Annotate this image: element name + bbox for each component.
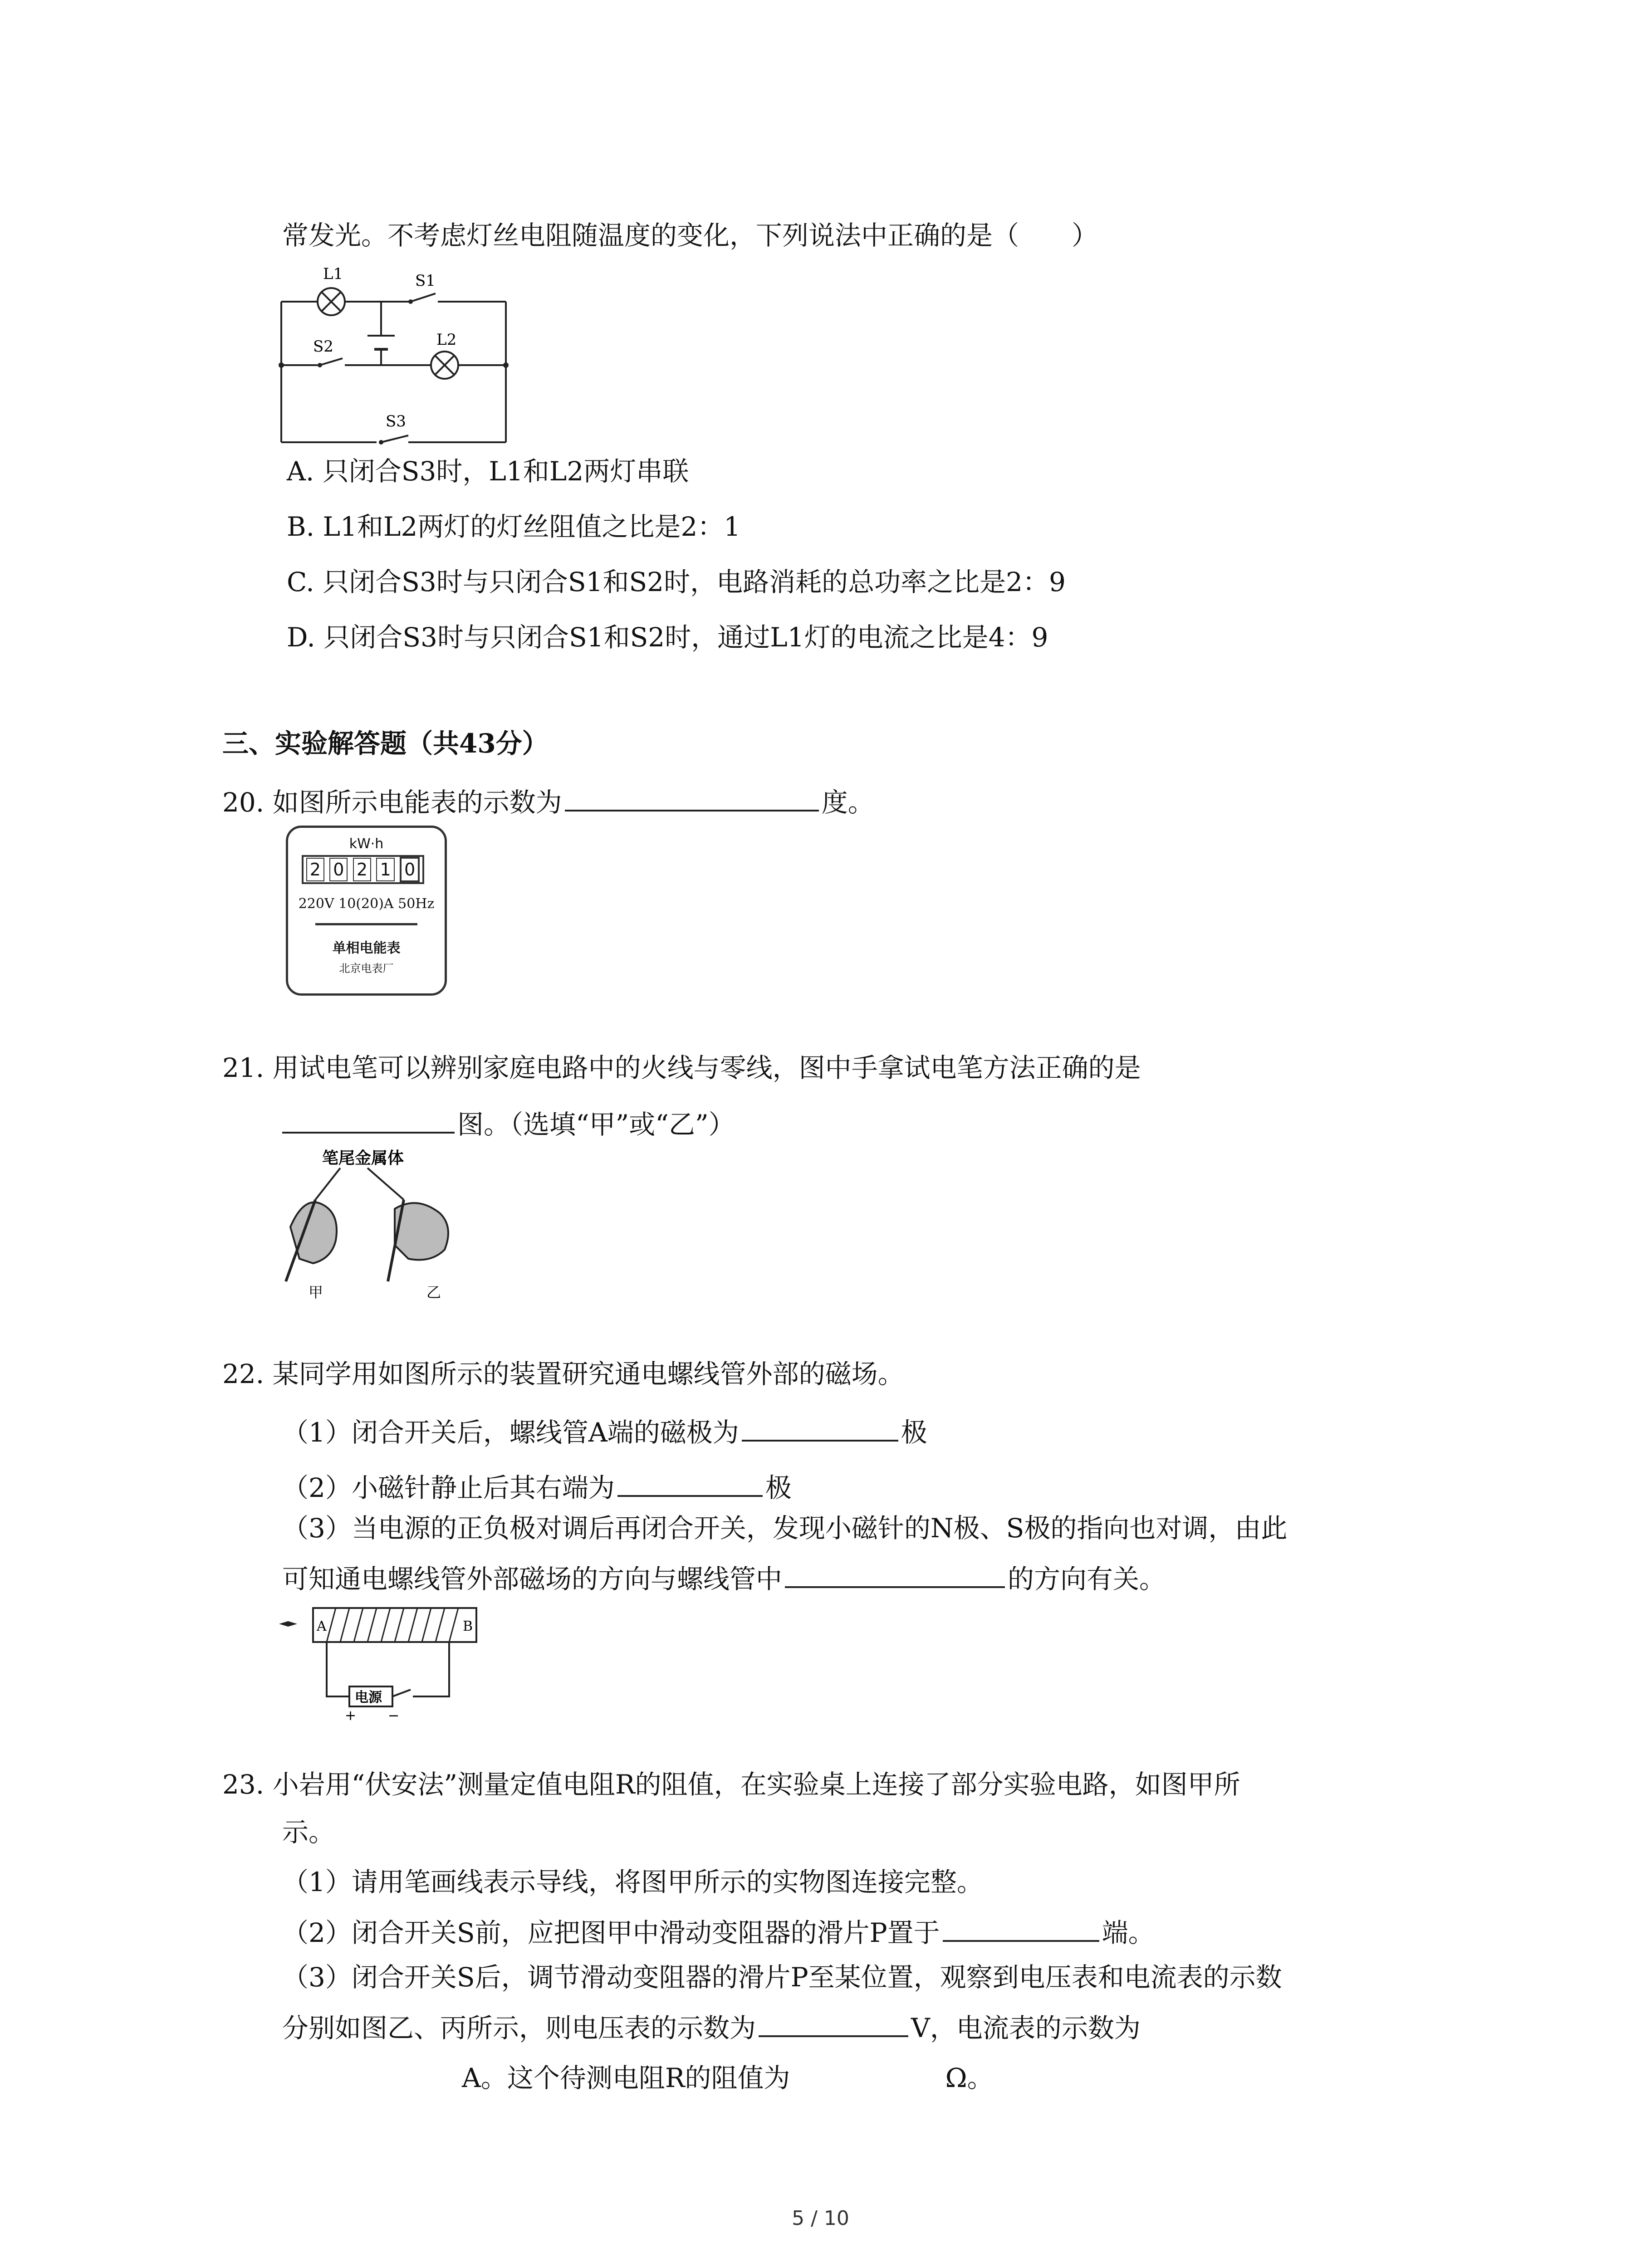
meter-digit: 1	[376, 858, 394, 881]
q23-voltage-blank[interactable]	[759, 2012, 908, 2037]
q21-line2	[282, 1108, 735, 1138]
q23-p2-blank[interactable]	[943, 1916, 1099, 1942]
terminal-plus: +	[345, 1708, 357, 1724]
q23-current-blank[interactable]	[282, 2062, 459, 2087]
q22-p2-suffix: 极	[765, 1472, 792, 1503]
label-s3: S3	[386, 412, 406, 430]
q19-option-d: D. 只闭合S3时与只闭合S1和S2时，通过L1灯的电流之比是4：9	[287, 622, 1048, 653]
q19-stem-tail: 常发光。不考虑灯丝电阻随温度的变化，下列说法中正确的是（ ）	[282, 220, 1098, 251]
q20-suffix: 度。	[821, 787, 874, 818]
q22-p2-prefix: （2）小磁针静止后其右端为	[282, 1472, 615, 1503]
meter-unit: kW·h	[349, 836, 384, 852]
q23-part3-line3	[282, 2062, 994, 2091]
q19-option-a: A. 只闭合S3时，L1和L2两灯串联	[287, 456, 689, 487]
q22-stem: 22. 某同学用如图所示的装置研究通电螺线管外部的磁场。	[222, 1359, 904, 1389]
label-l2: L2	[436, 331, 457, 349]
q19-option-c: C. 只闭合S3时与只闭合S1和S2时，电路消耗的总功率之比是2：9	[287, 567, 1066, 597]
q20-answer-blank[interactable]	[565, 786, 819, 811]
q22-part1	[282, 1416, 927, 1446]
meter-maker: 北京电表厂	[339, 962, 394, 975]
pen-tail-label: 笔尾金属体	[322, 1149, 404, 1168]
q22-part3-line2	[282, 1563, 1166, 1592]
q19-option-b: B. L1和L2两灯的灯丝阻值之比是2：1	[287, 511, 741, 542]
q23-part1: （1）请用笔画线表示导线，将图甲所示的实物图连接完整。	[282, 1867, 983, 1897]
q22-part2	[282, 1471, 792, 1501]
meter-digit: 2	[353, 858, 371, 881]
label-s2: S2	[313, 337, 333, 356]
meter-digit: 0	[329, 858, 348, 881]
power-source-label: 电源	[355, 1690, 382, 1706]
q22-p3-blank[interactable]	[785, 1563, 1005, 1588]
q23-p3-line3-suffix: Ω。	[945, 2063, 994, 2093]
q21-test-pen-figure	[272, 1145, 481, 1300]
q23-line2: 示。	[282, 1817, 335, 1848]
q23-p3-line3-prefix: A。这个待测电阻R的阻值为	[462, 2063, 790, 2093]
label-s1: S1	[415, 272, 436, 290]
q23-line1: 23. 小岩用“伏安法”测量定值电阻R的阻值，在实验桌上连接了部分实验电路，如图甲所	[222, 1769, 1240, 1800]
q22-p3-prefix: 可知通电螺线管外部磁场的方向与螺线管中	[282, 1564, 783, 1594]
q22-p1-prefix: （1）闭合开关后，螺线管A端的磁极为	[282, 1417, 739, 1448]
q23-part3-line2	[282, 2012, 1141, 2041]
q23-p3-mid: V，电流表的示数为	[911, 2013, 1141, 2043]
q20-stem	[222, 786, 874, 816]
q22-solenoid-figure	[277, 1601, 485, 1724]
q22-p1-blank[interactable]	[742, 1416, 898, 1442]
compass-needle	[279, 1621, 297, 1627]
meter-digit: 2	[306, 858, 324, 881]
q23-part3-line1: （3）闭合开关S后，调节滑动变阻器的滑片P至某位置，观察到电压表和电流表的示数	[282, 1962, 1282, 1993]
meter-spec: 220V 10(20)A 50Hz	[298, 896, 435, 912]
figure-right-label: 乙	[426, 1284, 441, 1300]
solenoid-end-b: B	[463, 1618, 473, 1634]
q19-circuit-diagram	[277, 261, 513, 447]
q20-prefix: 20. 如图所示电能表的示数为	[222, 787, 562, 818]
q22-part3-line1: （3）当电源的正负极对调后再闭合开关，发现小磁针的N极、S极的指向也对调，由此	[282, 1513, 1288, 1544]
q23-p3-prefix: 分别如图乙、丙所示，则电压表的示数为	[282, 2013, 756, 2043]
label-l1: L1	[323, 265, 343, 283]
q23-part2	[282, 1916, 1155, 1946]
terminal-minus: −	[388, 1708, 400, 1724]
figure-left-label: 甲	[309, 1284, 323, 1300]
q21-answer-blank[interactable]	[282, 1108, 455, 1134]
page-number: 5 / 10	[792, 2207, 849, 2230]
q23-p2-prefix: （2）闭合开关S前，应把图甲中滑动变阻器的滑片P置于	[282, 1917, 940, 1948]
meter-digit-decimal: 0	[400, 857, 420, 882]
q21-line1: 21. 用试电笔可以辨别家庭电路中的火线与零线，图中手拿试电笔方法正确的是	[222, 1052, 1141, 1083]
q23-p2-suffix: 端。	[1102, 1917, 1155, 1948]
q22-p1-suffix: 极	[901, 1417, 927, 1448]
solenoid-end-a: A	[317, 1618, 327, 1634]
q22-p3-suffix: 的方向有关。	[1008, 1564, 1166, 1594]
q21-suffix: 图。（选填“甲”或“乙”）	[457, 1109, 735, 1140]
section-3-title: 三、实验解答题（共43分）	[222, 728, 549, 759]
meter-display	[302, 855, 424, 884]
meter-name: 单相电能表	[332, 940, 401, 956]
meter-disc-line	[315, 923, 417, 925]
q23-resistance-blank[interactable]	[793, 2062, 943, 2087]
q20-meter-figure	[286, 826, 447, 996]
q22-p2-blank[interactable]	[617, 1471, 763, 1497]
